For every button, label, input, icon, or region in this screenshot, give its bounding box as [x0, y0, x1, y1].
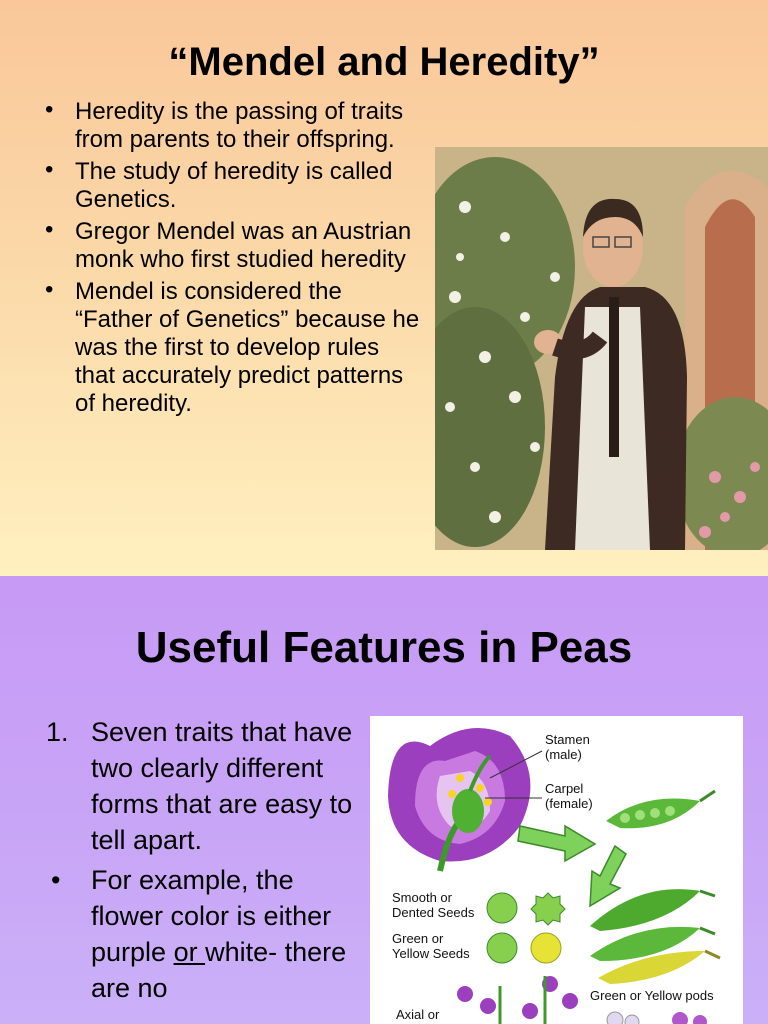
smooth-dented-seeds-label: Smooth or Dented Seeds	[392, 890, 475, 920]
bullet-item: • Heredity is the passing of traits from parents to their offspring.	[40, 98, 420, 154]
item-text: Seven traits that have two clearly different forms that are easy to tell apart.	[91, 717, 353, 855]
feature-list	[46, 714, 361, 1006]
pea-diagram-illustration	[370, 716, 743, 1024]
green-yellow-seeds-label: Green or Yellow Seeds	[392, 931, 470, 961]
carpel-label: Carpel (female)	[545, 781, 593, 811]
stamen-label: Stamen (male)	[545, 732, 590, 762]
item-text-underlined: or	[173, 937, 206, 967]
bullet-item	[46, 862, 361, 1006]
bullet-item: • The study of heredity is called Genetics.	[40, 158, 420, 214]
mendel-portrait-image	[435, 147, 768, 550]
slide-title: “Mendel and Heredity”	[168, 40, 600, 84]
axial-label: Axial or	[396, 1007, 440, 1022]
item-text-after: white- there are no	[91, 937, 347, 1003]
slide-title: Useful Features in Peas	[135, 623, 633, 672]
bullet-item: • Mendel is considered the “Father of Genetics” because he was the first to develop rules that accurately predict patterns of heredity.	[40, 278, 420, 418]
bullet-item: • Gregor Mendel was an Austrian monk who first studied heredity	[40, 218, 420, 274]
item-text-before: For example, the flower color is either purple	[91, 865, 332, 967]
item-number: 1.	[46, 717, 69, 747]
bullet-list	[40, 98, 420, 422]
bullet-marker: •	[51, 865, 61, 895]
numbered-item	[46, 714, 361, 858]
pods-label: Green or Yellow pods	[590, 988, 714, 1003]
pea-traits-diagram	[370, 716, 743, 1024]
